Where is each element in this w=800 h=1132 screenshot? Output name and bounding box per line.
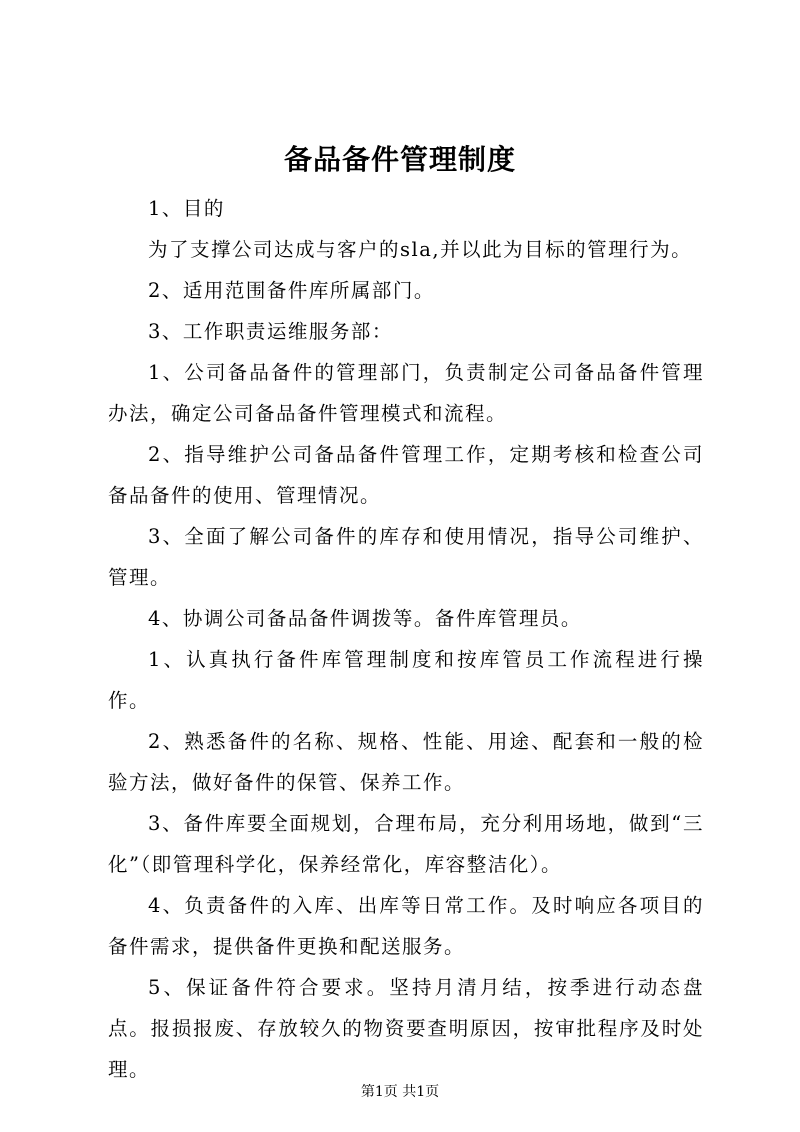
- paragraph-admin-duty-2: 2、熟悉备件的名称、规格、性能、用途、配套和一般的检验方法，做好备件的保管、保养工作。: [108, 730, 704, 794]
- document-body: [108, 188, 704, 1090]
- paragraph-ops-duty-3: 3、全面了解公司备件的库存和使用情况，指导公司维护、管理。: [108, 525, 704, 589]
- paragraph-admin-duty-1: 1、认真执行备件库管理制度和按库管员工作流程进行操作。: [108, 648, 704, 712]
- paragraph-ops-duty-1: 1、公司备品备件的管理部门，负责制定公司备品备件管理办法，确定公司备品备件管理模式和流程。: [108, 361, 704, 425]
- paragraph-ops-duty-2: 2、指导维护公司备品备件管理工作，定期考核和检查公司备品备件的使用、管理情况。: [108, 443, 704, 507]
- paragraph-admin-duty-3: 3、备件库要全面规划，合理布局，充分利用场地，做到“三化”（即管理科学化，保养经常化，库容整洁化）。: [108, 812, 704, 876]
- page-footer: 第1页 共1页: [360, 1084, 440, 1100]
- paragraph-purpose-heading: 1、目的: [148, 197, 225, 220]
- document-title: 备品备件管理制度: [283, 143, 516, 176]
- paragraph-admin-duty-5: 5、保证备件符合要求。坚持月清月结，按季进行动态盘点。报损报废、存放较久的物资要查明原因，按审批程序及时处理。: [108, 976, 704, 1081]
- paragraph-ops-duty-4: 4、协调公司备品备件调拨等。备件库管理员。: [148, 607, 582, 630]
- paragraph-admin-duty-4: 4、负责备件的入库、出库等日常工作。及时响应各项目的备件需求，提供备件更换和配送服务。: [108, 894, 704, 958]
- paragraph-scope: 2、适用范围备件库所属部门。: [148, 279, 435, 302]
- paragraph-responsibilities-heading: 3、工作职责运维服务部：: [148, 320, 393, 343]
- paragraph-purpose-text: 为了支撑公司达成与客户的sla,并以此为目标的管理行为。: [148, 238, 693, 261]
